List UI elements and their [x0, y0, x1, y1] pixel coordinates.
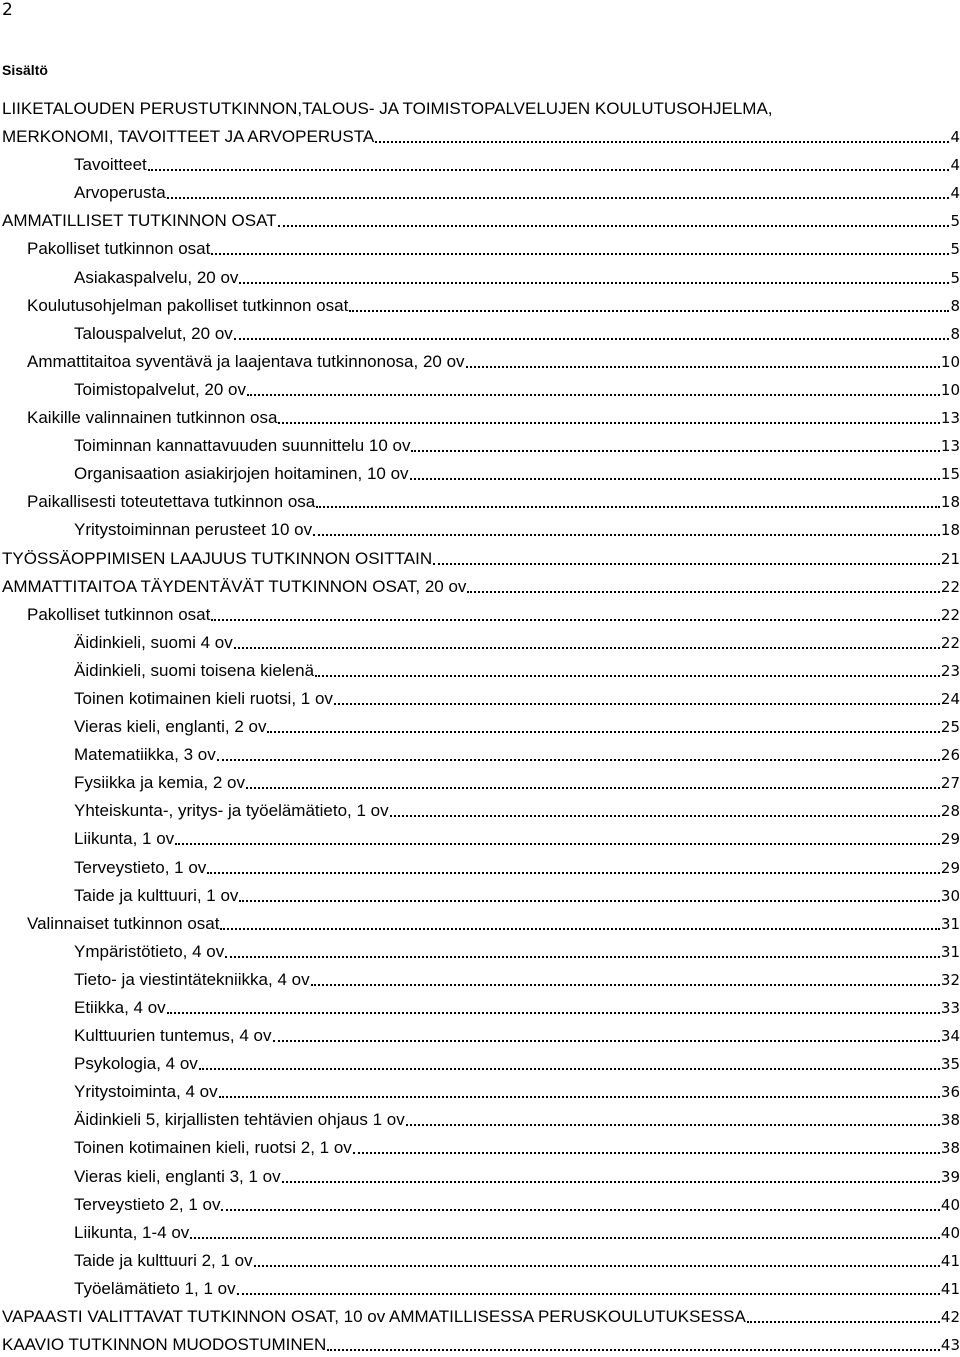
toc-entry-page: 35 — [940, 1055, 960, 1074]
toc-dot-leader — [254, 1263, 940, 1267]
toc-entry-page: 38 — [940, 1139, 960, 1158]
toc-entry-page: 22 — [940, 605, 960, 624]
toc-entry[interactable] — [2, 1328, 960, 1356]
toc-entry-page: 28 — [940, 802, 960, 821]
toc-entry-page: 39 — [940, 1167, 960, 1186]
toc-entry[interactable] — [2, 541, 960, 569]
toc-entry[interactable] — [2, 766, 960, 794]
toc-entry[interactable] — [2, 1019, 960, 1047]
toc-entry-page: 25 — [940, 718, 960, 737]
toc-entry[interactable] — [2, 738, 960, 766]
toc-dot-leader — [466, 364, 940, 368]
toc-entry[interactable] — [2, 822, 960, 850]
toc-dot-leader — [406, 1122, 940, 1126]
toc-entry[interactable] — [2, 1103, 960, 1131]
toc-entry-page: 8 — [950, 324, 960, 343]
toc-dot-leader — [234, 336, 949, 340]
toc-dot-leader — [211, 251, 949, 255]
toc-entry-text: Toimistopalvelut, 20 ov — [74, 379, 246, 399]
toc-entry-text: Tavoitteet — [74, 155, 147, 175]
toc-entry-text: Koulutusohjelman pakolliset tutkinnon osat — [27, 295, 349, 315]
toc-entry[interactable] — [2, 850, 960, 878]
toc-entry-text: Tieto- ja viestintätekniikka, 4 ov — [74, 969, 310, 989]
toc-entry-page: 29 — [940, 858, 960, 877]
toc-entry-page: 33 — [940, 999, 960, 1017]
toc-dot-leader — [237, 1291, 940, 1295]
toc-entry[interactable] — [2, 963, 960, 991]
toc-dot-leader — [273, 1038, 940, 1042]
toc-entries — [2, 120, 960, 1356]
toc-dot-leader — [278, 223, 949, 227]
toc-entry-page: 24 — [940, 689, 960, 708]
toc-entry-text: Yritystoiminnan perusteet 10 ov — [74, 520, 313, 540]
toc-entry[interactable] — [2, 457, 960, 485]
toc-dot-leader — [211, 617, 940, 621]
toc-entry-text: Yhteiskunta-, yritys- ja työelämätieto, 1 ov — [74, 801, 389, 821]
toc-dot-leader — [175, 841, 940, 845]
toc-entry-page: 4 — [950, 128, 960, 147]
toc-entry-page: 13 — [940, 437, 960, 456]
toc-entry[interactable] — [2, 1244, 960, 1272]
toc-entry-page: 22 — [940, 577, 960, 596]
toc-entry-page: 40 — [940, 1195, 960, 1214]
toc-entry-text: Taide ja kulttuuri, 1 ov — [74, 885, 239, 905]
toc-dot-leader — [167, 195, 949, 199]
toc-entry-text: VAPAASTI VALITTAVAT TUTKINNON OSAT, 10 ov AMMATILLISESSA PERUSKOULUTUKSESSA — [2, 1307, 746, 1327]
toc-entry[interactable] — [2, 598, 960, 626]
toc-dot-leader — [225, 954, 940, 958]
toc-entry-page: 18 — [940, 493, 960, 512]
toc-dot-leader — [282, 1179, 940, 1183]
toc-dot-leader — [375, 139, 949, 143]
toc-dot-leader — [315, 673, 940, 677]
toc-entry[interactable] — [2, 148, 960, 176]
toc-dot-leader — [239, 280, 949, 284]
toc-entry-page: 4 — [950, 184, 960, 203]
toc-entry-text: Fysiikka ja kemia, 2 ov — [74, 773, 245, 793]
toc-entry-page: 42 — [940, 1308, 960, 1327]
toc-entry-page: 26 — [940, 746, 960, 765]
toc-entry-page: 31 — [940, 942, 960, 961]
toc-entry-page: 10 — [940, 352, 960, 371]
toc-dot-leader — [278, 420, 939, 424]
toc-entry-text: Liikunta, 1-4 ov — [74, 1222, 190, 1242]
page-number: 2 — [2, 0, 13, 20]
toc-entry[interactable] — [2, 317, 960, 345]
toc-entry[interactable] — [2, 429, 960, 457]
toc-dot-leader — [349, 308, 949, 312]
toc-entry-page: 43 — [940, 1336, 960, 1355]
toc-dot-leader — [267, 729, 939, 733]
toc-entry-text: Vieras kieli, englanti 3, 1 ov — [74, 1166, 281, 1186]
toc-entry[interactable] — [2, 879, 960, 907]
toc-dot-leader — [219, 1094, 940, 1098]
toc-entry-first-line[interactable] — [2, 96, 960, 120]
toc-dot-leader — [199, 1066, 940, 1070]
toc-entry[interactable] — [2, 232, 960, 260]
toc-dot-leader — [311, 982, 940, 986]
toc-dot-leader — [167, 1010, 940, 1014]
toc-entry-page: 5 — [950, 240, 960, 259]
toc-entry-text: Äidinkieli, suomi 4 ov — [74, 632, 233, 652]
toc-entry-text: Liikunta, 1 ov — [74, 829, 175, 849]
toc-dot-leader — [411, 448, 939, 452]
toc-entry[interactable] — [2, 176, 960, 204]
toc-dot-leader — [353, 1150, 940, 1154]
toc-entry[interactable] — [2, 935, 960, 963]
toc-entry[interactable] — [2, 1075, 960, 1103]
toc-entry[interactable] — [2, 1216, 960, 1244]
toc-entry-page: 5 — [950, 268, 960, 287]
toc-entry-page: 8 — [950, 296, 960, 315]
toc-entry[interactable] — [2, 513, 960, 541]
toc-title: Sisältö — [2, 62, 48, 78]
toc-entry[interactable] — [2, 120, 960, 148]
toc-dot-leader — [747, 1319, 940, 1323]
toc-entry-text: Arvoperusta — [74, 183, 166, 203]
toc-dot-leader — [234, 645, 940, 649]
toc-entry[interactable] — [2, 345, 960, 373]
toc-entry-page: 18 — [940, 521, 960, 540]
toc-dot-leader — [433, 561, 940, 565]
toc-dot-leader — [217, 757, 940, 761]
toc-entry[interactable] — [2, 1159, 960, 1187]
toc-dot-leader — [390, 813, 940, 817]
toc-entry-page: 22 — [940, 633, 960, 652]
toc-dot-leader — [190, 1235, 940, 1239]
toc-entry-page: 4 — [950, 156, 960, 175]
toc-entry-text: Etiikka, 4 ov — [74, 998, 166, 1017]
toc-dot-leader — [410, 476, 940, 480]
toc-dot-leader — [467, 589, 939, 593]
toc-entry-page: 5 — [950, 212, 960, 231]
toc-entry-text: AMMATTITAITOA TÄYDENTÄVÄT TUTKINNON OSAT, 20 ov — [2, 576, 467, 596]
toc-dot-leader — [334, 701, 940, 705]
toc-entry[interactable] — [2, 485, 960, 513]
toc-entry-text: Pakolliset tutkinnon osat — [27, 604, 211, 624]
toc-entry-page: 27 — [940, 774, 960, 793]
toc-entry-page: 10 — [940, 380, 960, 399]
toc-entry-text: Talouspalvelut, 20 ov — [74, 323, 233, 343]
toc-entry[interactable] — [2, 260, 960, 288]
toc-entry-page: 38 — [940, 1111, 960, 1130]
toc-entry[interactable] — [2, 682, 960, 710]
toc-entry-text: TYÖSSÄOPPIMISEN LAAJUUS TUTKINNON OSITTAIN — [2, 548, 433, 568]
toc-entry[interactable] — [2, 654, 960, 682]
toc-entry-text: Taide ja kulttuuri 2, 1 ov — [74, 1250, 253, 1270]
toc-entry-text: MERKONOMI, TAVOITTEET JA ARVOPERUSTA — [2, 127, 375, 147]
toc-entry[interactable] — [2, 626, 960, 654]
toc-entry-page: 31 — [940, 914, 960, 933]
toc-entry[interactable] — [2, 401, 960, 429]
toc-entry-text: Kulttuurien tuntemus, 4 ov — [74, 1026, 272, 1046]
toc-entry-page: 41 — [940, 1279, 960, 1298]
toc-entry[interactable] — [2, 373, 960, 401]
toc-entry-page: 29 — [940, 830, 960, 849]
toc-entry-text: AMMATILLISET TUTKINNON OSAT — [2, 211, 277, 231]
toc-entry-text: Äidinkieli, suomi toisena kielenä — [74, 660, 315, 680]
toc-entry-text: Vieras kieli, englanti, 2 ov — [74, 717, 267, 737]
toc-entry-page: 32 — [940, 970, 960, 989]
toc-entry-text: Yritystoiminta, 4 ov — [74, 1082, 218, 1102]
toc-entry[interactable] — [2, 570, 960, 598]
toc-entry[interactable] — [2, 204, 960, 232]
toc-entry-page: 23 — [940, 661, 960, 680]
toc-entry-text: Valinnaiset tutkinnon osat — [27, 913, 220, 933]
toc-dot-leader — [247, 392, 940, 396]
toc-entry-text: Kaikille valinnainen tutkinnon osa — [27, 408, 278, 428]
toc-entry[interactable] — [2, 1300, 960, 1328]
toc-entry[interactable] — [2, 1272, 960, 1300]
toc-entry[interactable] — [2, 1047, 960, 1075]
toc-entry-text: Matematiikka, 3 ov — [74, 745, 216, 765]
toc-entry-text: Ammattitaitoa syventävä ja laajentava tutkinnonosa, 20 ov — [27, 351, 465, 371]
toc-entry-text: Ympäristötieto, 4 ov — [74, 941, 225, 961]
toc-entry-text: Toinen kotimainen kieli ruotsi, 1 ov — [74, 688, 333, 708]
toc-entry[interactable] — [2, 794, 960, 822]
toc-entry[interactable] — [2, 907, 960, 935]
toc-entry-page: 13 — [940, 409, 960, 428]
toc-dot-leader — [148, 167, 949, 171]
toc-entry[interactable] — [2, 1188, 960, 1216]
toc-entry-text: Psykologia, 4 ov — [74, 1054, 198, 1074]
toc-entry[interactable] — [2, 991, 960, 1019]
toc-dot-leader — [220, 926, 939, 930]
toc-entry-text: Terveystieto, 1 ov — [74, 857, 207, 877]
toc-dot-leader — [239, 898, 939, 902]
toc-dot-leader — [246, 785, 940, 789]
toc-entry-page: 36 — [940, 1083, 960, 1102]
toc-dot-leader — [207, 870, 940, 874]
toc-entry-text: Työelämätieto 1, 1 ov — [74, 1278, 236, 1298]
toc-entry-text: Äidinkieli 5, kirjallisten tehtävien ohjaus 1 ov — [74, 1110, 405, 1130]
toc-entry-text: Asiakaspalvelu, 20 ov — [74, 267, 239, 287]
toc-entry[interactable] — [2, 710, 960, 738]
toc-entry-text: Pakolliset tutkinnon osat — [27, 239, 211, 259]
toc-entry-page: 34 — [940, 1027, 960, 1046]
toc-entry-page: 21 — [940, 549, 960, 568]
toc-dot-leader — [327, 1347, 940, 1351]
toc-entry-text: Toinen kotimainen kieli, ruotsi 2, 1 ov — [74, 1138, 352, 1158]
toc-entry-text: Terveystieto 2, 1 ov — [74, 1194, 221, 1214]
toc-dot-leader — [221, 1207, 939, 1211]
toc-entry-page: 41 — [940, 1251, 960, 1270]
toc-entry-text: Organisaation asiakirjojen hoitaminen, 10 ov — [74, 464, 409, 484]
toc-entry-text: LIIKETALOUDEN PERUSTUTKINNON,TALOUS- JA TOIMISTOPALVELUJEN KOULUTUSOHJELMA, — [2, 99, 773, 118]
table-of-contents — [2, 96, 960, 1356]
toc-dot-leader — [313, 532, 940, 536]
toc-entry-page: 30 — [940, 886, 960, 905]
toc-entry-page: 40 — [940, 1223, 960, 1242]
toc-entry-page: 15 — [940, 465, 960, 484]
toc-entry-text: Toiminnan kannattavuuden suunnittelu 10 ov — [74, 436, 411, 456]
toc-entry-text: Paikallisesti toteutettava tutkinnon osa — [27, 492, 316, 512]
toc-entry[interactable] — [2, 1131, 960, 1159]
toc-dot-leader — [316, 504, 940, 508]
toc-entry[interactable] — [2, 289, 960, 317]
toc-entry-text: KAAVIO TUTKINNON MUODOSTUMINEN — [2, 1335, 327, 1355]
